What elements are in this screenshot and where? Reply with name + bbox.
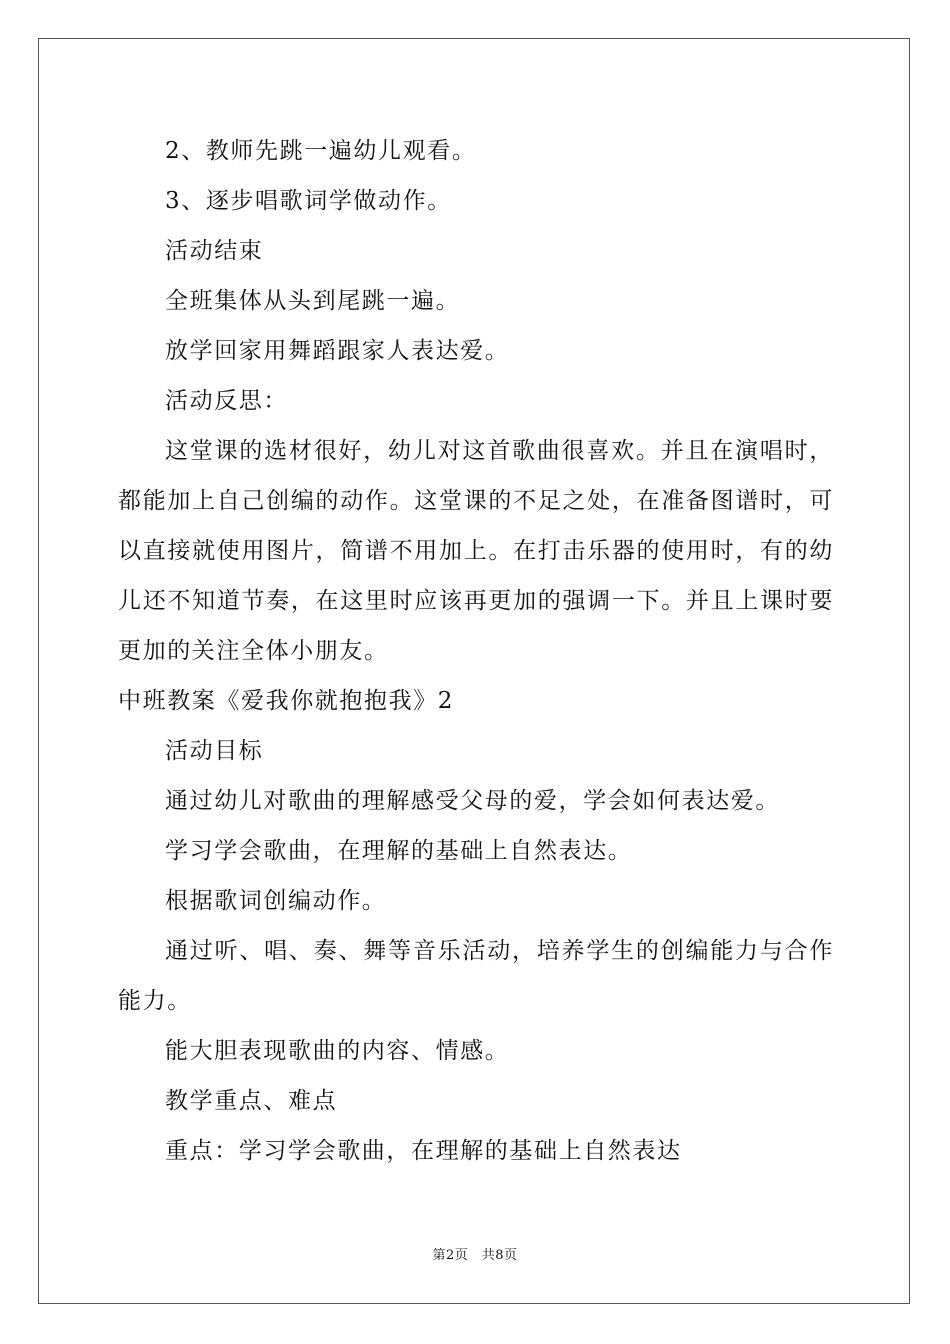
page-number: 第2页 共8页	[432, 1248, 518, 1263]
paragraph: 通过幼儿对歌曲的理解感受父母的爱，学会如何表达爱。	[165, 788, 780, 814]
section-heading: 活动结束	[165, 238, 264, 264]
section-heading: 活动目标	[165, 738, 264, 764]
section-heading: 教学重点、难点	[165, 1088, 338, 1114]
paragraph: 3、逐步唱歌词学做动作。	[165, 188, 452, 214]
paragraph: 放学回家用舞蹈跟家人表达爱。	[165, 338, 510, 364]
paragraph: 全班集体从头到尾跳一遍。	[165, 288, 461, 314]
section-heading: 活动反思：	[165, 388, 288, 414]
paragraph: 重点：学习学会歌曲，在理解的基础上自然表达	[165, 1138, 682, 1164]
paragraph: 能大胆表现歌曲的内容、情感。	[165, 1038, 510, 1064]
paragraph: 根据歌词创编动作。	[165, 888, 387, 914]
goal-paragraph: 通过听、唱、奏、舞等音乐活动，培养学生的创编能力与合作能力。	[118, 938, 834, 1014]
reflection-paragraph: 这堂课的选材很好，幼儿对这首歌曲很喜欢。并且在演唱时，都能加上自己创编的动作。这堂课的不足之处，在准备图谱时，可以直接就使用图片，简谱不用加上。在打击乐器的使用时，有的幼儿还不知道节奏，在这里时应该再更加的强调一下。并且上课时要更加的关注全体小朋友。	[118, 438, 834, 664]
paragraph: 学习学会歌曲，在理解的基础上自然表达。	[165, 838, 633, 864]
lesson-title: 中班教案《爱我你就抱抱我》2	[118, 688, 455, 714]
paragraph: 2、教师先跳一遍幼儿观看。	[165, 138, 477, 164]
